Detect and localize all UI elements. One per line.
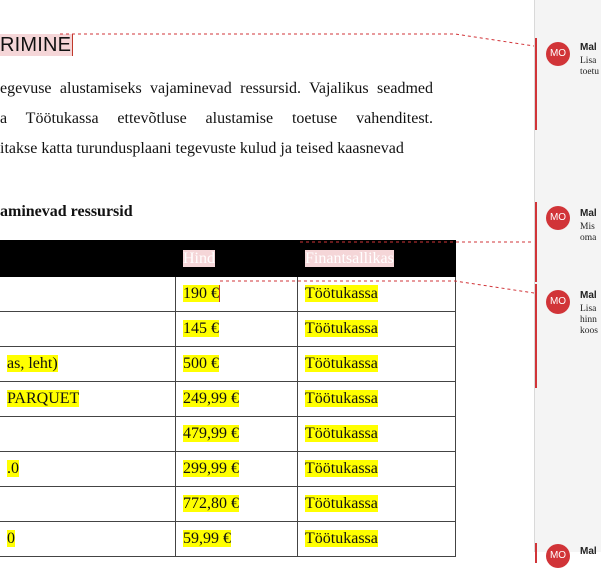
price-text: 145 € — [183, 320, 219, 337]
source-cell[interactable] — [298, 452, 456, 487]
section-heading[interactable] — [0, 34, 73, 57]
header-source-text: Finantsallikas — [305, 249, 394, 267]
comments-pane — [534, 0, 601, 561]
price-cell[interactable] — [176, 277, 298, 312]
paragraph-line[interactable]: egevuse alustamiseks vajaminevad ressursid. Vajalikus seadmed — [0, 80, 433, 97]
source-cell[interactable] — [298, 312, 456, 347]
paragraph-line[interactable]: itakse katta turundusplaani tegevuste kulud ja teised kaasnevad — [0, 140, 404, 157]
source-text: Töötukassa — [305, 285, 378, 302]
comment-text-line: koos — [580, 326, 598, 336]
item-text: as, leht) — [7, 355, 58, 372]
table-row — [0, 522, 456, 557]
table-row — [0, 277, 456, 312]
comment-author: Mal — [580, 290, 597, 301]
source-text: Töötukassa — [305, 320, 378, 337]
header-price-text: Hind — [183, 249, 215, 267]
table-row — [0, 347, 456, 382]
source-text: Töötukassa — [305, 530, 378, 547]
header-cell-item[interactable] — [0, 241, 176, 277]
comment-author: Mal — [580, 42, 597, 53]
header-cell-source[interactable] — [298, 241, 456, 277]
item-cell[interactable] — [0, 277, 176, 312]
comment-accent-bar — [535, 284, 537, 388]
item-cell[interactable] — [0, 452, 176, 487]
header-cell-price[interactable] — [176, 241, 298, 277]
price-cell[interactable] — [176, 382, 298, 417]
item-text: .0 — [7, 460, 19, 477]
body-paragraph[interactable] — [0, 74, 433, 164]
price-cell[interactable] — [176, 522, 298, 557]
source-text: Töötukassa — [305, 390, 378, 407]
price-cell[interactable] — [176, 417, 298, 452]
table-caption[interactable]: aminevad ressursid — [0, 203, 133, 220]
price-text: 500 € — [183, 355, 219, 372]
comment-text-line: oma — [580, 233, 597, 243]
resources-table — [0, 240, 456, 557]
table-row — [0, 452, 456, 487]
price-cell[interactable] — [176, 347, 298, 382]
price-text: 479,99 € — [183, 425, 239, 442]
source-text: Töötukassa — [305, 425, 378, 442]
price-text: 299,99 € — [183, 460, 239, 477]
source-cell[interactable] — [298, 522, 456, 557]
comment-accent-bar — [535, 543, 537, 563]
comment-text-line: toetu — [580, 67, 599, 77]
source-text: Töötukassa — [305, 495, 378, 512]
comment-author: Mal — [580, 208, 597, 219]
table-row — [0, 417, 456, 452]
price-text: 59,99 € — [183, 530, 231, 547]
item-cell[interactable] — [0, 417, 176, 452]
item-cell[interactable] — [0, 347, 176, 382]
table-row — [0, 312, 456, 347]
comment-text-line: Mis — [580, 222, 595, 232]
comment-accent-bar — [535, 38, 537, 130]
avatar: MO — [546, 290, 570, 314]
heading-text[interactable]: RIMINE — [0, 34, 72, 56]
price-text: 190 € — [183, 285, 219, 302]
item-cell[interactable] — [0, 382, 176, 417]
table-row — [0, 382, 456, 417]
price-cell[interactable] — [176, 452, 298, 487]
avatar: MO — [546, 544, 570, 568]
source-text: Töötukassa — [305, 355, 378, 372]
source-cell[interactable] — [298, 347, 456, 382]
source-cell[interactable] — [298, 417, 456, 452]
item-text: 0 — [7, 530, 15, 547]
avatar: MO — [546, 206, 570, 230]
comment-text-line: Lisa — [580, 56, 597, 66]
table-header-row — [0, 241, 456, 277]
item-cell[interactable] — [0, 487, 176, 522]
comment-text-line: Lisa — [580, 304, 597, 314]
price-text: 772,80 € — [183, 495, 239, 512]
price-cell[interactable] — [176, 487, 298, 522]
source-text: Töötukassa — [305, 460, 378, 477]
comment-text-line: hinn — [580, 315, 597, 325]
price-text: 249,99 € — [183, 390, 239, 407]
comment-author: Mal — [580, 546, 597, 557]
source-cell[interactable] — [298, 487, 456, 522]
item-cell[interactable] — [0, 522, 176, 557]
table-row — [0, 487, 456, 522]
source-cell[interactable] — [298, 277, 456, 312]
item-text: PARQUET — [7, 390, 80, 407]
price-cell[interactable] — [176, 312, 298, 347]
paragraph-line[interactable]: a Töötukassa ettevõtluse alustamise toetuse vahenditest. — [0, 110, 433, 127]
item-cell[interactable] — [0, 312, 176, 347]
comment-accent-bar — [535, 202, 537, 282]
source-cell[interactable] — [298, 382, 456, 417]
avatar: MO — [546, 42, 570, 66]
